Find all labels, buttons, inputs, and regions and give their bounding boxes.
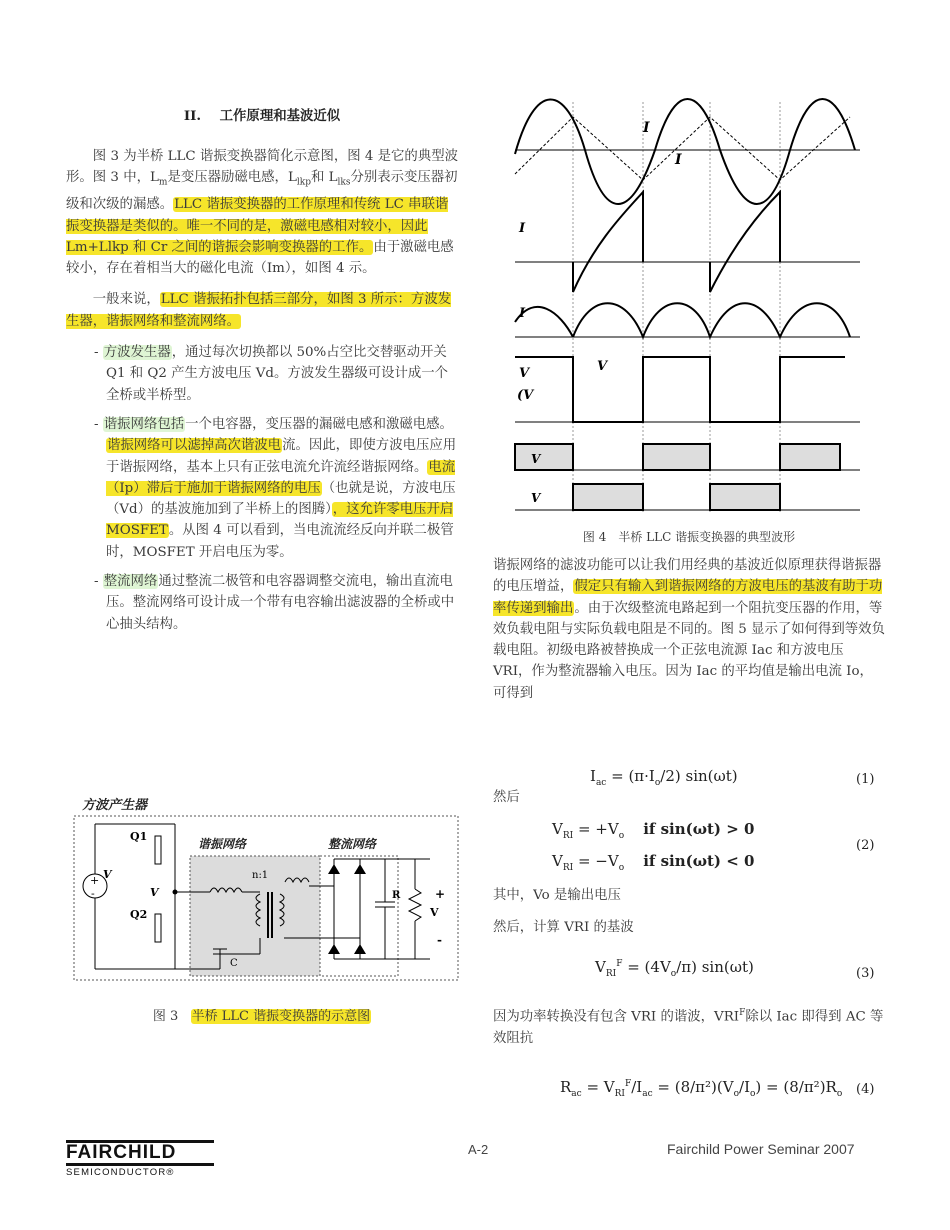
figure-4-waveforms (505, 92, 870, 517)
right-column (493, 555, 885, 704)
fig4-vin: V (597, 359, 608, 374)
label-cr: C (230, 958, 238, 969)
eq-1-number: (1) (856, 772, 875, 787)
para-2: 一般来说，LLC 谐振拓扑包括三部分，如图 3 所示：方波发生器，谐振网络和整流网络。 (66, 292, 452, 329)
eq-2-number: (2) (856, 838, 875, 853)
fig4-vgs1: V (531, 452, 541, 466)
eq-4-number: (4) (856, 1082, 875, 1097)
label-vin: V (103, 868, 112, 881)
section-title: II. 工作原理和基波近似 (183, 108, 341, 124)
bullet-res-network: - 谐振网络包括一个电容器，变压器的漏磁电感和激磁电感。谐振网络可以滤掉高次谐波电流。因此，即使方波电压应用于谐振网络，基本上只有正弦电流允许流经谐振网络。电流（Ip）滞后于施加于谐振网络的电压（也就是说，方波电压（Vd）的基波施加到了半桥上的图腾），这允许零电压开启 MOSFET。从图 4 可以看到，当电流流经反向并联二极管时，MOSFET 开启电压为零。 (94, 416, 457, 560)
equation-1: $I_{ac} = (\pi\cdot I_o/2)$ sin(ωt) (590, 767, 738, 788)
label-resonant: 谐振网络 (198, 837, 247, 851)
fig4-vgs2: V (531, 491, 541, 505)
bullet-rect-network: - 整流网络通过整流二极管和电容器调整交流电，输出直流电压。整流网络可设计成一个带有电容输出滤波器的全桥或中心抽头结构。 (94, 574, 455, 632)
svg-text:+: + (90, 874, 100, 887)
label-ratio: n:1 (252, 870, 269, 881)
label-vo: V (430, 906, 439, 919)
label-minus: - (437, 933, 442, 947)
page-number: A-2 (468, 1142, 489, 1157)
highlight-llc-principle: LLC 谐振变换器的工作原理和传统 LC 串联谐振变换器是类似的。唯一不同的是，激磁电感相对较小，因此 Lm+Llkp 和 Cr 之间的谐振会影响变换器的工作。 (66, 197, 449, 255)
label-rectifier: 整流网络 (328, 837, 377, 851)
fig4-ids2: I (519, 221, 526, 236)
label-plus: + (435, 887, 446, 901)
svg-text:-: - (91, 887, 95, 900)
left-column (66, 146, 459, 635)
fig4-id: I (519, 306, 526, 321)
fig4-vd: V (519, 366, 530, 381)
label-square-gen: 方波产生器 (82, 798, 148, 813)
label-ro: R (392, 890, 401, 901)
figure-3-caption: 图 3 半桥 LLC 谐振变换器的示意图 (152, 1009, 371, 1024)
para-1: 图 3 为半桥 LLC 谐振变换器简化示意图，图 4 是它的典型波形。图 3 中，$L_m$是变压器励磁电感，$L_{lkp}$和 $L_{lks}$分别表示变压器初级和次级的漏感。LLC 谐振变换器的工作原理和传统 LC 串联谐振变换器是类似的。唯一不同的是，激磁电感相对较小，因此 Lm+Llkp 和 Cr 之间的谐振会影响变换器的工作。由于激磁电感较小，存在着相当大的磁化电流（Im），如图 4 示。 (66, 149, 458, 277)
figure-4-caption: 图 4 半桥 LLC 谐振变换器的典型波形 (582, 530, 796, 544)
eq-3-number: (3) (856, 966, 875, 981)
bullet-square-gen: - 方波发生器，通过每次切换都以 50%占空比交替驱动开关 Q1 和 Q2 产生方波电压 Vd。方波发生器级可设计成一个全桥或半桥型。 (94, 345, 449, 403)
label-q1: Q1 (130, 830, 148, 843)
fairchild-logo: FAIRCHILD SEMICONDUCTOR® (66, 1140, 214, 1178)
equation-4: $R_{ac} = V_{RI}^F/I_{ac} = (8/\pi^2)(V_o/I_o) = (8/\pi^2)R_o$ (560, 1078, 843, 1099)
right-para-2: 因为功率转换没有包含 VRI 的谐波，$VRI^F$除以 Iac 即得到 AC 等效阻抗 (493, 1008, 884, 1046)
fig4-ip: I (643, 120, 650, 136)
then-1: 然后 (493, 790, 520, 805)
seminar-label: Fairchild Power Seminar 2007 (667, 1141, 855, 1157)
figure-3 (70, 790, 465, 990)
equation-3: $V_{RI}^F = (4V_o/\pi)$ sin(ωt) (595, 958, 754, 979)
highlight-three-parts: LLC 谐振拓扑包括三部分，如图 3 所示：方波发生器，谐振网络和整流网络。 (66, 292, 452, 329)
fig4-vds2: (V (517, 388, 534, 403)
equation-2a: $V_{RI} = +V_o$ if sin(ωt) > 0 (552, 820, 755, 841)
fig4-im: I (675, 152, 682, 168)
equation-2b: $V_{RI} = -V_o$ if sin(ωt) < 0 (552, 852, 755, 873)
where-text: 其中，Vo 是输出电压 (493, 888, 621, 903)
right-para-1: 谐振网络的滤波功能可以让我们用经典的基波近似原理获得谐振器的电压增益，假定只有输入到谐振网络的方波电压的基波有助于功率传递到输出。由于次级整流电路起到一个阻抗变压器的作用，等效负载电阻与实际负载电阻是不同的。图 5 显示了如何得到等效负载电阻。初级电路被替换成一个正弦电流源 Iac 和方波电压 VRI，作为整流器输入电压。因为 Iac 的平均值是输出电流 Io，可得到 (493, 558, 885, 701)
then-2: 然后，计算 VRI 的基波 (493, 920, 634, 935)
label-vd: V (150, 886, 159, 899)
half-bridge-schematic (70, 814, 465, 984)
label-q2: Q2 (130, 908, 148, 921)
